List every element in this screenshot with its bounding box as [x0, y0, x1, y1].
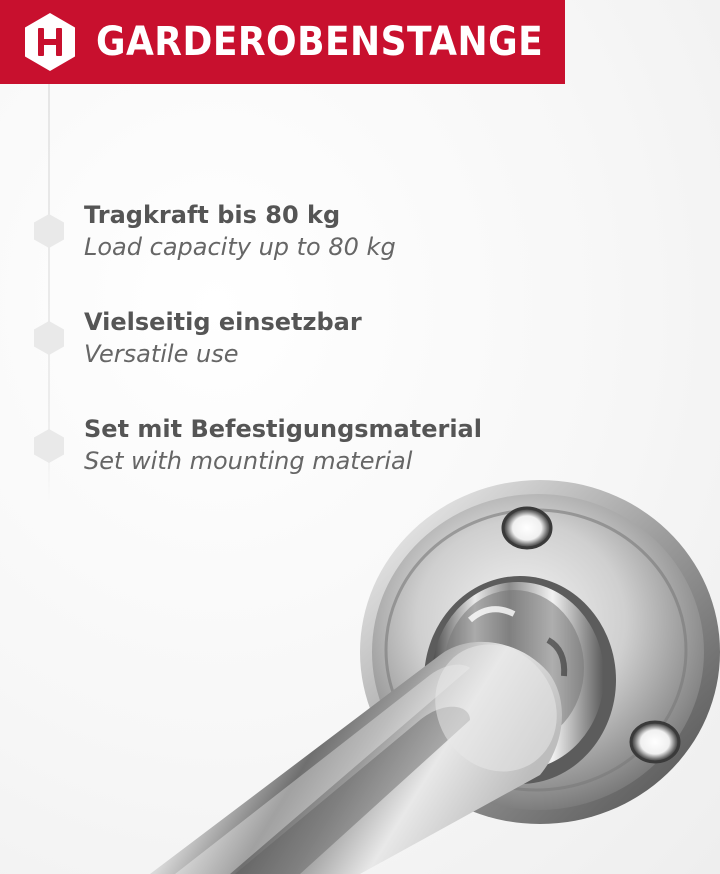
feature-subtitle-en: Set with mounting material: [84, 447, 413, 475]
feature-title-de: Tragkraft bis 80 kg: [84, 201, 341, 229]
page-title: GARDEROBENSTANGE: [96, 19, 544, 65]
hexagon-h-logo-icon: [18, 10, 82, 74]
hexagon-bullet-icon: [33, 320, 65, 356]
feature-item: [84, 413, 644, 477]
hexagon-bullet-icon: [33, 213, 65, 249]
feature-item: [84, 199, 644, 263]
hexagon-bullet-icon: [33, 428, 65, 464]
feature-subtitle-en: Versatile use: [84, 340, 239, 368]
feature-subtitle-en: Load capacity up to 80 kg: [84, 233, 396, 261]
header-banner: [0, 0, 565, 84]
feature-title-de: Vielseitig einsetzbar: [84, 308, 362, 336]
feature-title-de: Set mit Befestigungsmaterial: [84, 415, 482, 443]
feature-item: [84, 306, 644, 370]
